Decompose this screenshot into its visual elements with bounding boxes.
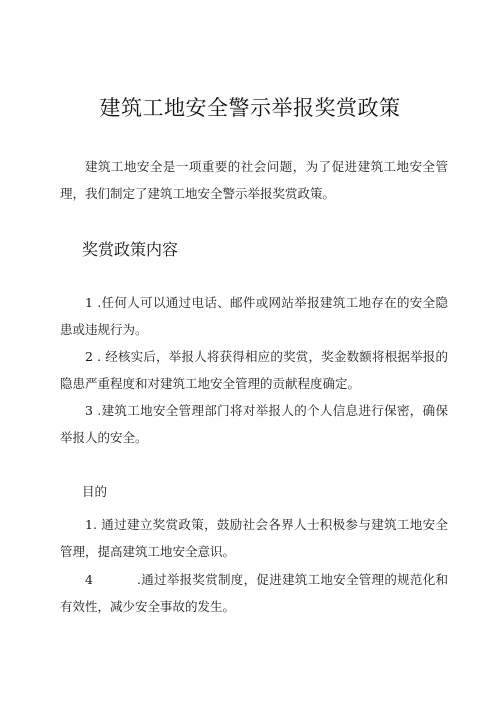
purpose-heading: 目的 bbox=[82, 484, 108, 499]
purpose-item-2-number: 4 bbox=[85, 572, 93, 587]
purpose-item-2-text: .通过举报奖赏制度，促进建筑工地安全管理的规范化和有效性，减少安全事故的发生。 bbox=[60, 572, 448, 614]
policy-item-1: 1 .任何人可以通过电话、邮件或网站举报建筑工地存在的安全隐患或违规行为。 bbox=[60, 295, 448, 337]
policy-heading: 奖赏政策内容 bbox=[82, 240, 179, 259]
purpose-item-2 bbox=[60, 566, 448, 620]
purpose-item-1: 1. 通过建立奖赏政策，鼓励社会各界人士积极参与建筑工地安全管理，提高建筑工地安全意识。 bbox=[60, 517, 448, 559]
policy-item-3: 3 .建筑工地安全管理部门将对举报人的个人信息进行保密，确保举报人的安全。 bbox=[60, 403, 448, 445]
policy-item-2: 2 . 经核实后，举报人将获得相应的奖赏，奖金数额将根据举报的隐患严重程度和对建筑工地安全管理的贡献程度确定。 bbox=[60, 349, 448, 391]
intro-paragraph: 建筑工地安全是一项重要的社会问题，为了促进建筑工地安全管理，我们制定了建筑工地安全警示举报奖赏政策。 bbox=[60, 159, 448, 201]
document-title: 建筑工地安全警示举报奖赏政策 bbox=[99, 96, 401, 120]
